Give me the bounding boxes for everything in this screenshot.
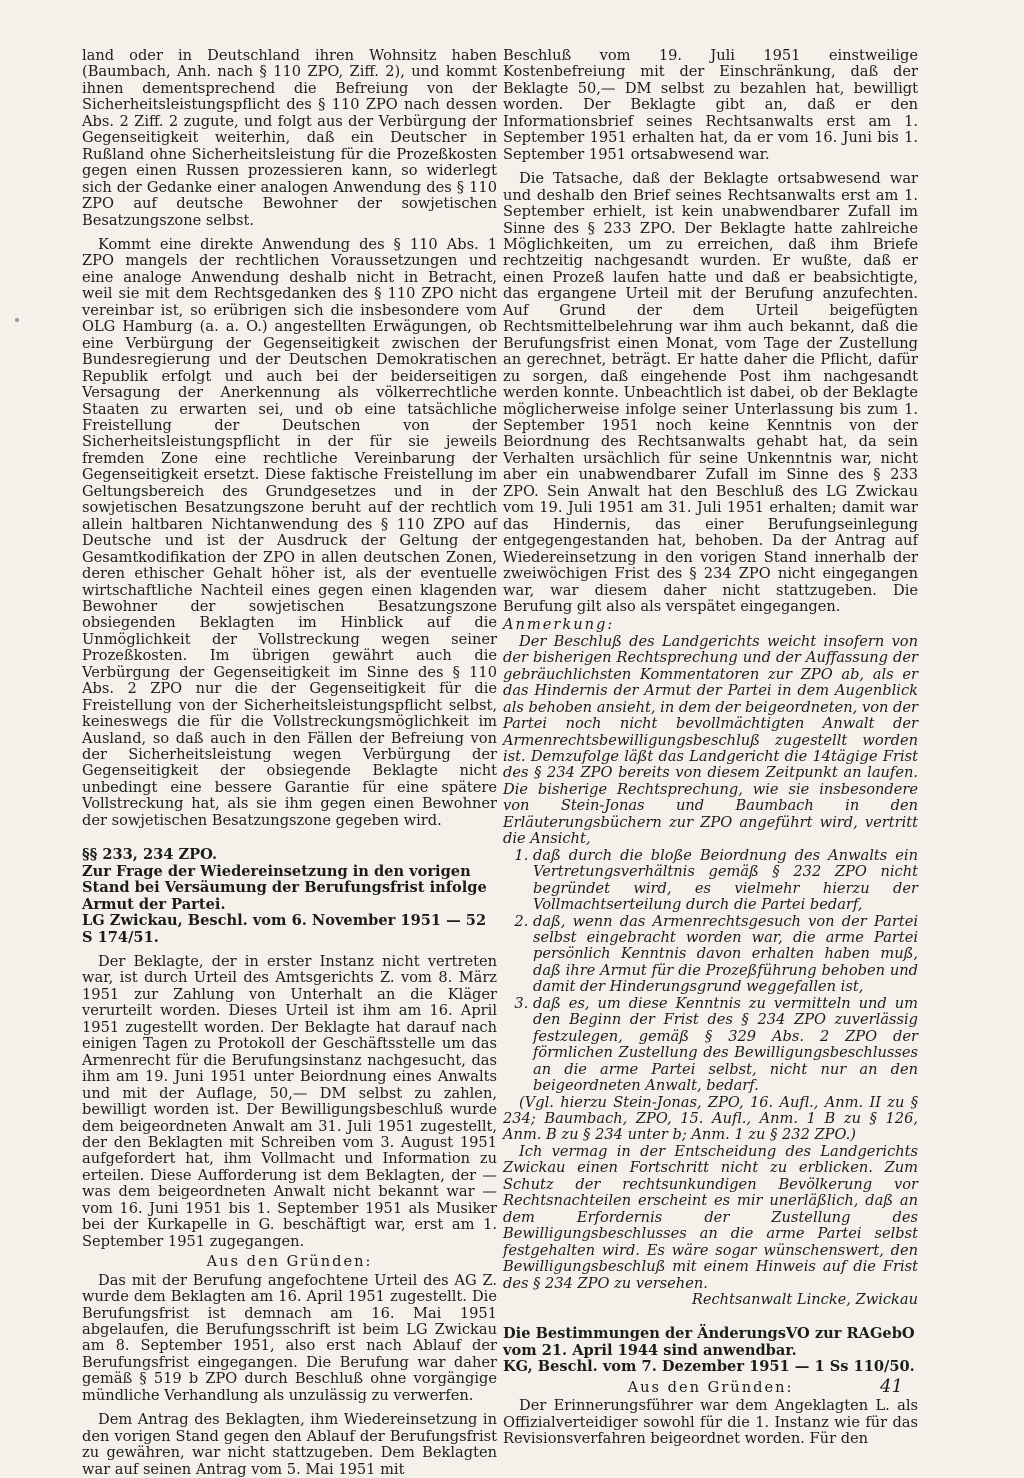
annotation-paragraph: Der Beschluß des Landgerichts weicht insofern von der bisherigen Rechtsprechung und der Auffassung der gebräuchlichsten Kommentatoren zur ZPO ab, als er das Hindernis der Armut der Partei in dem Augenblick als behoben ansieht, in dem der beigeordneten, von der Partei noch nicht bevollmächtigten Anwalt der Armenrechtsbewilligungsbeschluß zugestellt worden ist. Demzufolge läßt das Landgericht die 14tägige Frist des § 234 ZPO bereits von diesem Zeitpunkt an laufen. Die bisherige Rechtsprechung, wie sie insbesondere von Stein-Jonas und Baumbach in den Erläuterungsbüchern zur ZPO angeführt wird, vertritt die Ansicht, — [503, 632, 918, 848]
paragraph: Das mit der Berufung angefochtene Urteil des AG Z. wurde dem Beklagten am 16. April 1951 zugestellt. Die Berufungsfrist ist demnach am 16. Mai 1951 abgelaufen, die Berufungsschrift ist beim LG Zwickau am 8. September 1951, also erst nach Ablauf der Berufungsfrist eingegangen. Die Berufung war daher gemäß § 519 b ZPO durch Beschluß ohne vorgängige mündliche Verhandlung als unzulässig zu verwerfen. — [82, 1271, 497, 1404]
list-item: 2. daß, wenn das Armenrechtsgesuch von der Partei selbst eingebracht worden war, die arme Partei persönlich Kenntnis davon erhalten haben muß, daß ihre Armut für die Prozeßführung behoben und damit der Hinderungsgrund weggefallen ist, — [533, 914, 918, 996]
section-heading: Aus den Gründen: — [627, 1378, 794, 1396]
annotation-label: Anmerkung: — [503, 616, 615, 634]
paragraph: Kommt eine direkte Anwendung des § 110 Abs. 1 ZPO mangels der rechtlichen Voraussetzungen und eine analoge Anwendung deshalb nicht in Betracht, weil sie mit dem Rechtsgedanken des § 110 ZPO nicht vereinbar ist, so erübrigen sich die insbesondere vom OLG Hamburg (a. a. O.) angestellten Erwägungen, ob eine Verbürgung der Gegenseitigkeit zwischen der Bundesregierung und der Deutschen Demokratischen Republik erfolgt und auch bei der beiderseitigen Versagung der Anerkennung als völkerrechtliche Staaten zu erwarten sei, und ob eine tatsächliche Freistellung der Deutschen von der Sicherheitsleistungspflicht in der für sie jeweils fremden Zone eine rechtliche Vereinbarung der Gegenseitigkeit ersetzt. Diese faktische Freistellung im Geltungsbereich des Grundgesetzes und in der sowjetischen Besatzungszone beruht auf der rechtlich allein haltbaren Nichtanwendung des § 110 ZPO auf Deutsche und ist der Ausdruck der Geltung der Gesamtkodifikation der ZPO in allen deutschen Zonen, deren ethischer Gehalt höher ist, als der eventuelle wirtschaftliche Nachteil eines gegen einen klagenden Bewohner der sowjetischen Besatzungszone obsiegenden Beklagten im Hinblick auf die Unmöglichkeit der Vollstreckung wegen seiner Prozeßkosten. Im übrigen gewährt auch die Verbürgung der Gegenseitigkeit im Sinne des § 110 Abs. 2 ZPO nur die der Gegenseitigkeit für die Freistellung von der Sicherheitsleistungspflicht selbst, keineswegs die für die Vollstreckungsmöglichkeit im Ausland, so daß auch in den Fällen der Befreiung von der Sicherheitsleistung wegen Verbürgung der Gegenseitigkeit der obsiegende Beklagte nicht unbedingt eine bessere Garantie für eine spätere Vollstreckung hat, als sie ihm gegen einen Bewohner der sowjetischen Besatzungszone gegeben wird. — [82, 235, 497, 829]
decision-headline: Zur Frage der Wiedereinsetzung in den vorigen Stand bei Versäumung der Berufungsfrist infolge Armut der Partei. — [82, 862, 487, 913]
annotation-list — [503, 848, 918, 1095]
section-heading: Aus den Gründen: — [206, 1253, 373, 1271]
paragraph: Die Tatsache, daß der Beklagte ortsabwesend war und deshalb den Brief seines Rechtsanwalts erst am 1. September erhielt, ist kein unabwendbarer Zufall im Sinne des § 233 ZPO. Der Beklagte hatte zahlreiche Möglichkeiten, um zu erreichen, daß ihm Briefe rechtzeitig nachgesandt wurden. Er wußte, daß er einen Prozeß laufen hatte und daß er beabsichtigte, das ergangene Urteil mit der Berufung anzufechten. Auf Grund der dem Urteil beigefügten Rechtsmittelbelehrung war ihm auch bekannt, daß die Berufungsfrist einen Monat, vom Tage der Zustellung an gerechnet, beträgt. Er hatte daher die Pflicht, dafür zu sorgen, daß eingehende Post ihm nachgesandt werden konnte. Unbeachtlich ist dabei, ob der Beklagte möglicherweise infolge seiner Unterlassung bis zum 1. September 1951 noch keine Kenntnis von der Beiordnung des Rechtsanwalts gehabt hat, da sein Verhalten ursächlich für seine Unkenntnis war, nicht aber ein unabwendbarer Zufall im Sinne des § 233 ZPO. Sein Anwalt hat den Beschluß des LG Zwickau vom 19. Juli 1951 am 31. Juli 1951 erhalten; damit war das Hindernis, das einer Berufungseinlegung entgegengestanden hat, behoben. Da der Antrag auf Wiedereinsetzung in den vorigen Stand innerhalb der zweiwöchigen Frist des § 234 ZPO nicht eingegangen war, war diesem daher nicht stattzugeben. Die Berufung gilt also als verspätet eingegangen. — [503, 170, 918, 615]
scan-mark — [15, 318, 19, 322]
page-number: 41 — [880, 1376, 903, 1397]
paragraph: land oder in Deutschland ihren Wohnsitz haben (Baumbach, Anh. nach § 110 ZPO, Ziff. 2), und kommt ihnen dementsprechend die Befreiung von der Sicherheitsleistungspflicht des § 110 ZPO nach dessen Abs. 2 Ziff. 2 zugute, und folgt aus der Verbürgung der Gegenseitigkeit weiterhin, daß ein Deutscher in Rußland ohne Sicherheitsleistung für die Prozeßkosten gegen einen Russen prozessieren kann, so widerlegt sich der Gedanke einer analogen Anwendung des § 110 ZPO auf deutsche Bewohner der sowjetischen Besatzungszone selbst. — [82, 47, 497, 229]
decision-headline: Die Bestimmungen der ÄnderungsVO zur RAGebO vom 21. April 1944 sind anwendbar. — [503, 1325, 915, 1359]
list-item: 3. daß es, um diese Kenntnis zu vermitteln und um den Beginn der Frist des § 234 ZPO zuverlässig festzulegen, gemäß § 329 Abs. 2 ZPO der förmlichen Zustellung des Bewilligungsbeschlusses an die arme Partei selbst, nicht nur an den beigeordneten Anwalt, bedarf. — [533, 996, 918, 1095]
left-column — [82, 48, 497, 1478]
court-citation: LG Zwickau, Beschl. vom 6. November 1951 — 52 S 174/51. — [82, 912, 487, 946]
law-reference: §§ 233, 234 ZPO. — [82, 846, 218, 864]
right-column — [503, 48, 918, 1448]
paragraph: Der Beklagte, der in erster Instanz nicht vertreten war, ist durch Urteil des Amtsgerichts Z. vom 8. März 1951 zur Zahlung von Unterhalt an die Kläger verurteilt worden. Dieses Urteil ist ihm am 16. April 1951 zugestellt worden. Der Beklagte hat darauf nach einigen Tagen zu Protokoll der Geschäftsstelle um das Armenrecht für die Berufungsinstanz nachgesucht, das ihm am 19. Juni 1951 unter Beiordnung eines Anwalts und mit der Auflage, 50,— DM selbst zu zahlen, bewilligt worden ist. Der Bewilligungsbeschluß wurde dem beigeordneten Anwalt am 31. Juli 1951 zugestellt, der den Beklagten mit Schreiben vom 3. August 1951 aufgefordert hat, ihm Vollmacht und Information zu erteilen. Diese Aufforderung ist dem Beklagten, der — was dem beigeordneten Anwalt nicht bekannt war — vom 16. Juni 1951 bis 1. September 1951 als Musiker bei der Kurkapelle in G. beschäftigt war, erst am 1. September 1951 zugegangen. — [82, 953, 497, 1250]
list-item: 1. daß durch die bloße Beiordnung des Anwalts ein Vertretungsverhältnis gemäß § 232 ZPO nicht begründet wird, es vielmehr hierzu der Vollmachtserteilung durch die Partei bedarf, — [533, 848, 918, 914]
paragraph: Beschluß vom 19. Juli 1951 einstweilige Kostenbefreiung mit der Einschränkung, daß der Beklagte 50,— DM selbst zu bezahlen hat, bewilligt worden. Der Beklagte gibt an, daß er den Informationsbrief seines Rechtsanwalts erst am 1. September 1951 erhalten hat, da er vom 16. Juni bis 1. September 1951 ortsabwesend war. — [503, 47, 918, 163]
paragraph: Dem Antrag des Beklagten, ihm Wiedereinsetzung in den vorigen Stand gegen den Ablauf der Berufungsfrist zu gewähren, war nicht stattzugeben. Dem Beklagten war auf seinen Antrag vom 5. Mai 1951 mit — [82, 1411, 497, 1478]
author-signature: Rechtsanwalt Lincke, Zwickau — [691, 1290, 918, 1308]
paragraph: Der Erinnerungsführer war dem Angeklagten L. als Offizialverteidiger sowohl für die 1. Instanz wie für das Revisionsverfahren beigeordnet worden. Für den — [503, 1397, 918, 1448]
court-citation: KG, Beschl. vom 7. Dezember 1951 — 1 Ss 110/50. — [503, 1358, 915, 1376]
reference-paragraph: (Vgl. hierzu Stein-Jonas, ZPO, 16. Aufl., Anm. II zu § 234; Baumbach, ZPO, 15. Aufl., Anm. 1 B zu § 126, Anm. B zu § 234 unter b; Anm. 1 zu § 232 ZPO.) — [503, 1093, 918, 1144]
annotation-paragraph: Ich vermag in der Entscheidung des Landgerichts Zwickau einen Fortschritt nicht zu erblicken. Zum Schutz der rechtsunkundigen Bevölkerung vor Rechtsnachteilen erscheint es mir unerläßlich, daß an dem Erfordernis der Zustellung des Bewilligungsbeschlusses an die arme Partei selbst festgehalten wird. Es wäre sogar wünschenswert, den Bewilligungsbeschluß mit einem Hinweis auf die Frist des § 234 ZPO zu versehen. — [503, 1142, 918, 1292]
